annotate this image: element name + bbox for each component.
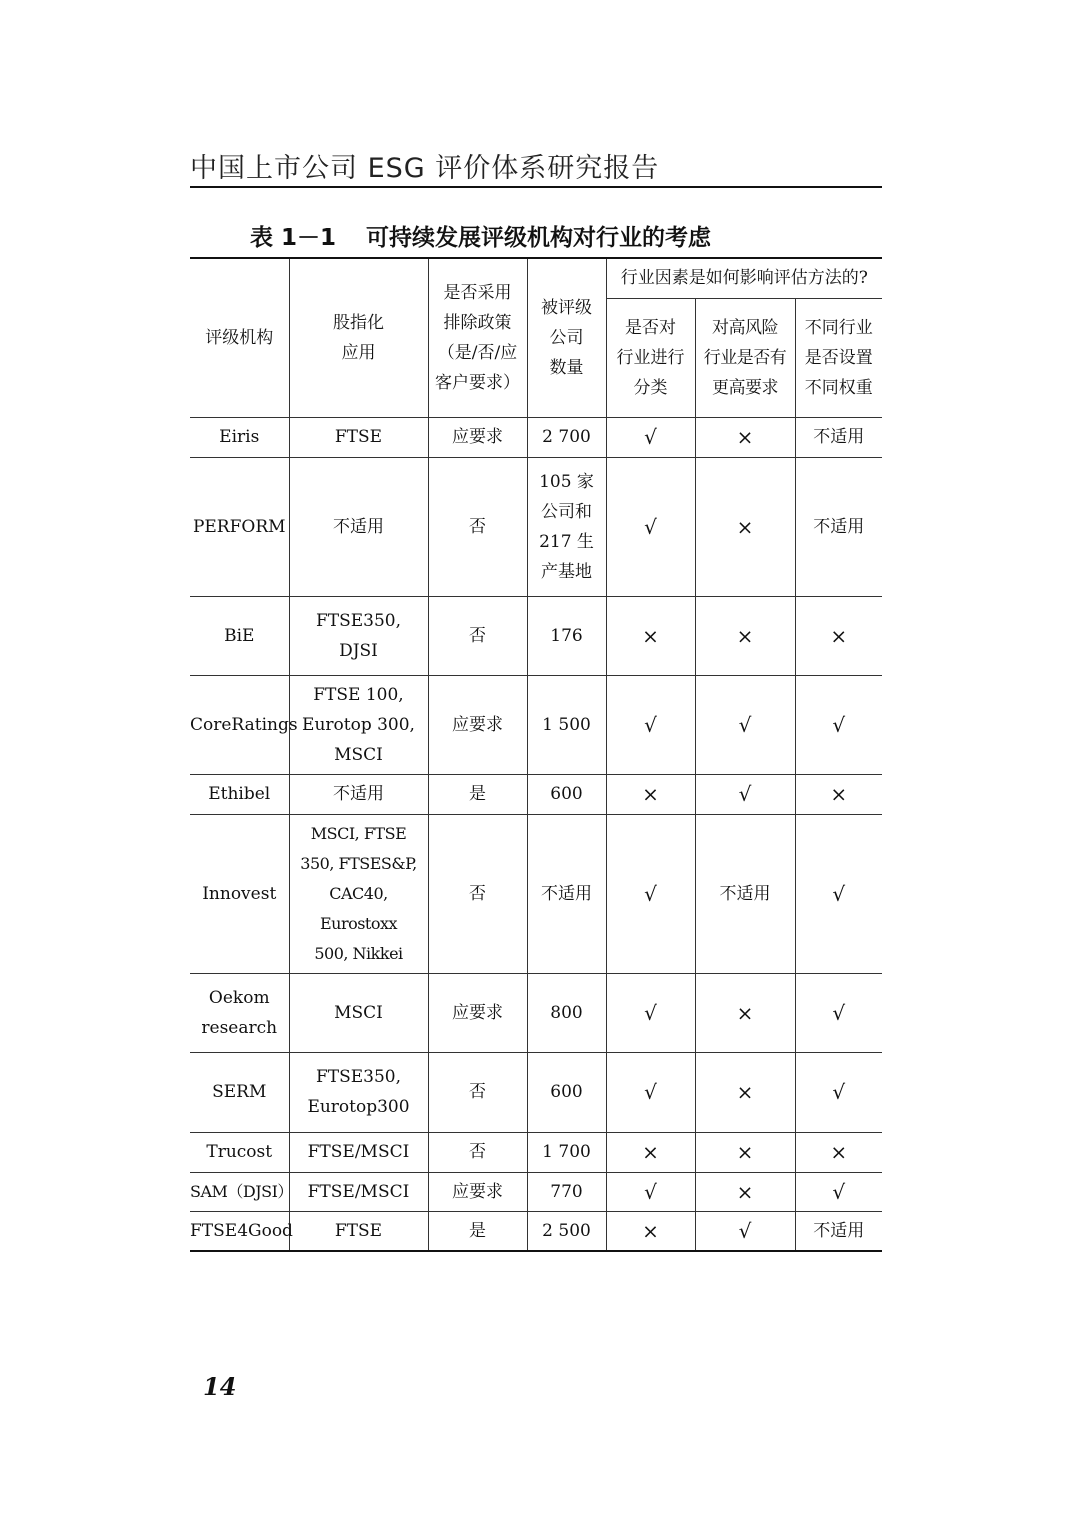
cell-weights: 不适用: [813, 427, 865, 447]
cell-count: 176: [550, 625, 583, 646]
cell-high-risk: √: [738, 782, 752, 806]
cell-count: 1 500: [542, 714, 591, 735]
cell-weights: 不适用: [813, 1220, 865, 1241]
cell-weights: ×: [830, 1140, 848, 1164]
cell-classify: √: [644, 1080, 657, 1104]
cell-high-risk: √: [738, 1218, 752, 1243]
cell-exclusion: 应要求: [452, 1181, 503, 1202]
table-row: [190, 417, 882, 457]
cell-index: FTSE 100, Eurotop 300, MSCI: [302, 684, 415, 765]
table-row: [190, 814, 882, 973]
cell-index: 不适用: [333, 516, 384, 537]
cell-agency: SAM（DJSI）: [190, 1181, 293, 1201]
cell-index: FTSE/MSCI: [307, 1181, 410, 1202]
table-row: [190, 774, 882, 814]
cell-classify: √: [644, 1179, 657, 1204]
cell-agency: SERM: [212, 1082, 267, 1102]
cell-exclusion: 是: [469, 1220, 486, 1241]
cell-classify: ×: [642, 623, 659, 648]
table-row: [190, 457, 882, 596]
running-header: 中国上市公司 ESG 评价体系研究报告: [190, 153, 660, 184]
cell-weights: √: [832, 1000, 846, 1025]
cell-agency: CoreRatings: [190, 714, 298, 735]
cell-agency: PERFORM: [192, 516, 286, 537]
cell-agency: BiE: [224, 625, 255, 646]
cell-count: 800: [550, 1002, 583, 1023]
header-exclusion: 是否采用 排除政策 （是/否/应 客户要求）: [428, 258, 527, 417]
header-rule: [190, 186, 882, 188]
table-caption: [250, 219, 711, 252]
cell-classify: √: [644, 1000, 657, 1025]
cell-count: 105 家 公司和 217 生 产基地: [539, 471, 594, 582]
cell-agency: Ethibel: [208, 784, 271, 804]
cell-classify: ×: [642, 782, 659, 806]
header-weights: 不同行业 是否设置 不同权重: [795, 298, 882, 417]
cell-high-risk: ×: [736, 1000, 754, 1025]
cell-weights: ×: [830, 782, 848, 806]
cell-count: 2 700: [542, 427, 591, 447]
cell-index: MSCI: [334, 1002, 383, 1023]
cell-count: 不适用: [541, 883, 592, 904]
cell-exclusion: 否: [469, 625, 486, 646]
cell-agency: Oekom research: [201, 987, 278, 1038]
table-row: [190, 596, 882, 675]
cell-classify: √: [644, 712, 657, 737]
table-row: [190, 675, 882, 774]
table-row: [190, 1052, 882, 1132]
cell-count: 770: [550, 1181, 583, 1202]
cell-agency: FTSE4Good: [190, 1220, 293, 1241]
cell-count: 600: [550, 1082, 583, 1102]
header-index: 股指化 应用: [289, 258, 428, 417]
cell-exclusion: 应要求: [452, 1002, 503, 1023]
table-row: [190, 973, 882, 1052]
cell-high-risk: √: [738, 712, 752, 737]
cell-classify: √: [644, 514, 657, 539]
cell-weights: √: [832, 881, 846, 906]
cell-classify: √: [644, 881, 657, 906]
cell-exclusion: 应要求: [452, 427, 503, 447]
table-caption-title: 可持续发展评级机构对行业的考虑: [366, 225, 711, 251]
cell-exclusion: 否: [469, 1142, 486, 1162]
cell-classify: √: [644, 425, 657, 449]
table-row: [190, 1211, 882, 1251]
cell-high-risk: ×: [736, 425, 754, 449]
cell-index: FTSE350, DJSI: [315, 610, 402, 661]
esg-rating-table: [190, 257, 882, 1252]
cell-weights: 不适用: [813, 516, 865, 537]
page-number: 14: [203, 1372, 237, 1401]
header-industry-factors: 行业因素是如何影响评估方法的?: [606, 258, 882, 298]
cell-weights: √: [832, 1179, 846, 1204]
cell-high-risk: ×: [736, 1179, 754, 1204]
cell-index: MSCI, FTSE 350, FTSES&P, CAC40, Eurostoxx 500, Nikkei: [300, 823, 417, 963]
cell-classify: ×: [642, 1218, 659, 1243]
cell-high-risk: ×: [736, 514, 754, 539]
table-row: [190, 1132, 882, 1172]
cell-index: 不适用: [333, 784, 384, 804]
cell-index: FTSE/MSCI: [307, 1142, 410, 1162]
cell-index: FTSE350, Eurotop300: [307, 1067, 410, 1117]
table-row: [190, 1172, 882, 1211]
cell-weights: ×: [830, 623, 848, 648]
header-classify: 是否对 行业进行 分类: [606, 298, 695, 417]
cell-agency: Eiris: [219, 427, 260, 447]
table-caption-number: 表 1－1: [250, 225, 337, 251]
header-agency: 评级机构: [190, 258, 289, 417]
cell-weights: √: [832, 1080, 846, 1104]
cell-high-risk: ×: [736, 1080, 754, 1104]
cell-high-risk: 不适用: [719, 883, 771, 904]
cell-exclusion: 否: [469, 516, 486, 537]
cell-index: FTSE: [334, 1220, 383, 1241]
cell-count: 1 700: [542, 1142, 591, 1162]
cell-exclusion: 否: [469, 883, 486, 904]
cell-agency: Innovest: [202, 883, 277, 904]
cell-classify: ×: [642, 1140, 659, 1164]
cell-exclusion: 是: [469, 784, 486, 804]
cell-agency: Trucost: [206, 1142, 273, 1162]
header-count: 被评级 公司 数量: [527, 258, 606, 417]
cell-exclusion: 应要求: [452, 714, 503, 735]
cell-high-risk: ×: [736, 1140, 754, 1164]
cell-high-risk: ×: [736, 623, 754, 648]
cell-exclusion: 否: [469, 1082, 486, 1102]
cell-count: 2 500: [542, 1220, 591, 1241]
header-high-risk: 对高风险 行业是否有 更高要求: [695, 298, 795, 417]
cell-index: FTSE: [334, 427, 383, 447]
cell-count: 600: [550, 784, 583, 804]
cell-weights: √: [832, 712, 846, 737]
